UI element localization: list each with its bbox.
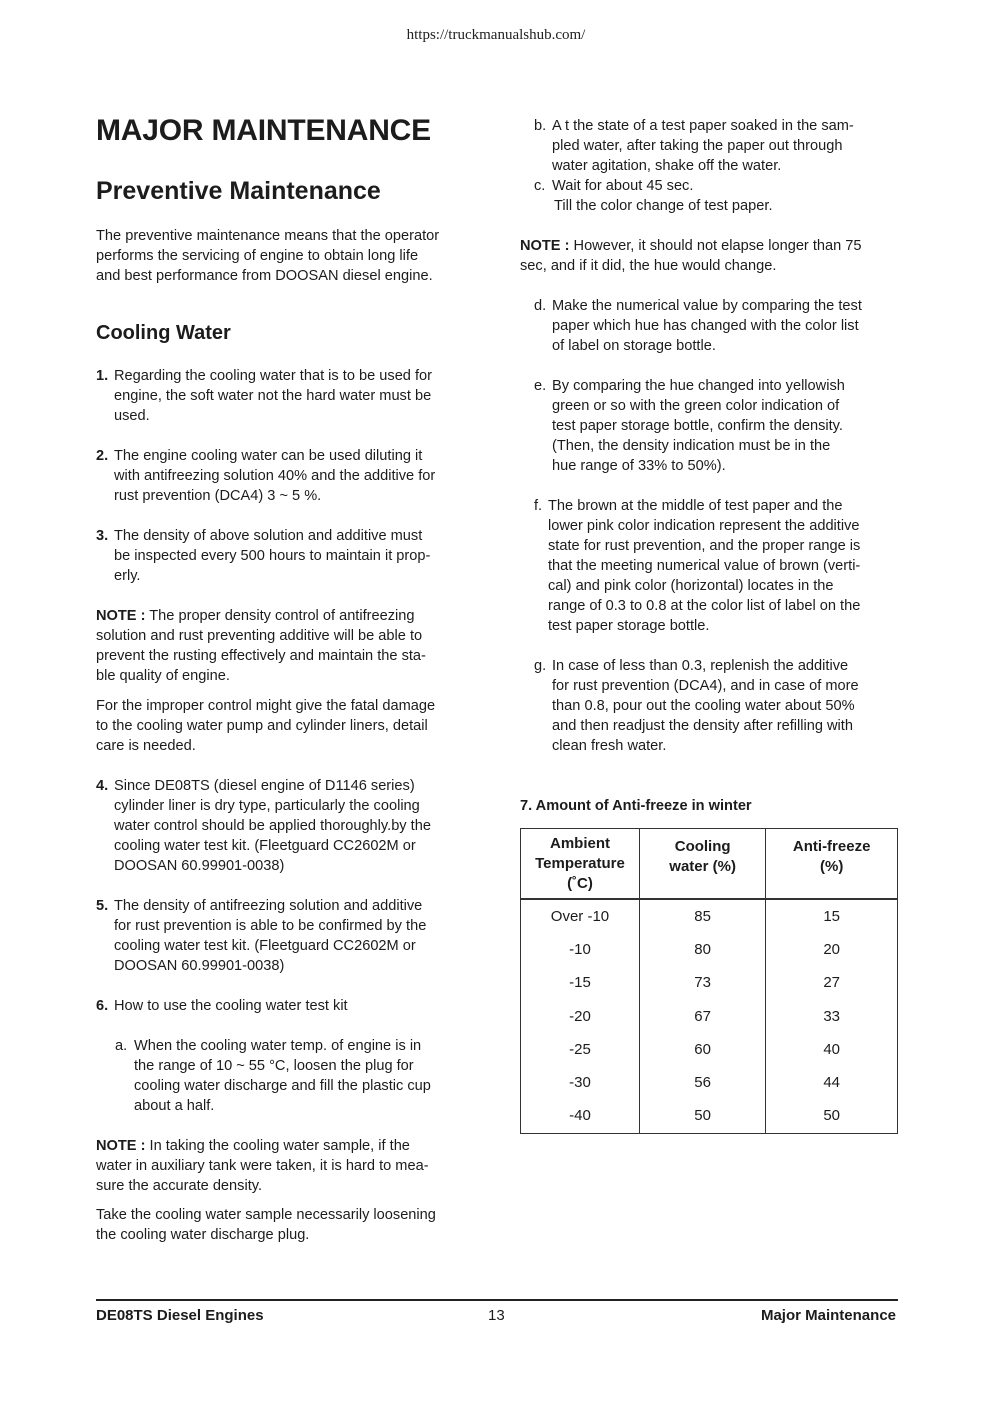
- text-line: engine, the soft water not the hard water must be: [114, 388, 432, 404]
- note-label: NOTE :: [520, 238, 570, 254]
- list-item-e: [534, 376, 900, 476]
- table-cell: -30: [521, 1066, 640, 1099]
- list-item-6: [96, 996, 476, 1016]
- table-row: [521, 966, 898, 999]
- list-item-b: [534, 116, 900, 176]
- table-row: [521, 933, 898, 966]
- table-row: [521, 1066, 898, 1099]
- table-cell: 73: [639, 966, 765, 999]
- table-cell: -20: [521, 999, 640, 1032]
- paragraph-care: [96, 696, 476, 756]
- text-line: and best performance from DOOSAN diesel engine.: [96, 268, 433, 284]
- table-cell: 33: [766, 999, 898, 1032]
- intro-paragraph: [96, 226, 439, 286]
- text-line: By comparing the hue changed into yellowish: [552, 378, 845, 394]
- table-header-ambient: [521, 829, 640, 899]
- page-title: MAJOR MAINTENANCE: [96, 114, 431, 147]
- text-line: cooling water discharge and fill the plastic cup: [134, 1078, 431, 1094]
- note-label: NOTE :: [96, 1138, 146, 1154]
- text-line: For the improper control might give the fatal damage: [96, 698, 436, 714]
- text-line: for rust prevention is able to be confirmed by the: [114, 918, 427, 934]
- list-number: 3.: [96, 528, 109, 544]
- text-line: When the cooling water temp. of engine is in: [134, 1038, 422, 1054]
- text-line: The preventive maintenance means that the operator: [96, 228, 440, 244]
- text-line: DOOSAN 60.99901-0038): [114, 858, 285, 874]
- section-title: Preventive Maintenance: [96, 177, 381, 205]
- table-cell: -25: [521, 1033, 640, 1066]
- text-line: with antifreezing solution 40% and the additive for: [114, 468, 436, 484]
- text-line: clean fresh water.: [552, 738, 667, 754]
- list-letter: a.: [115, 1038, 128, 1054]
- note-1: [96, 606, 476, 686]
- text-line: green or so with the green color indication of: [552, 398, 840, 414]
- table-cell: 15: [766, 899, 898, 933]
- list-item-c: [534, 176, 900, 216]
- text-line: cooling water test kit. (Fleetguard CC2602M or: [114, 838, 416, 854]
- table-cell: 60: [639, 1033, 765, 1066]
- list-item-f: [534, 496, 900, 636]
- subsection-title: Cooling Water: [96, 322, 231, 344]
- footer-title: DE08TS Diesel Engines: [96, 1307, 264, 1324]
- table-header-cooling: [639, 829, 765, 899]
- text-line: ble quality of engine.: [96, 668, 230, 684]
- text-line: water agitation, shake off the water.: [552, 158, 782, 174]
- header-line: Anti-freeze: [792, 838, 871, 855]
- list-item-a: [115, 1036, 476, 1116]
- table-cell: -40: [521, 1099, 640, 1133]
- text-line: The brown at the middle of test paper and the: [548, 498, 843, 514]
- text-line: used.: [114, 408, 150, 424]
- table-cell: 56: [639, 1066, 765, 1099]
- list-letter: g.: [534, 658, 547, 674]
- text-line: the cooling water discharge plug.: [96, 1227, 310, 1243]
- text-line: sure the accurate density.: [96, 1178, 263, 1194]
- text-line: (Then, the density indication must be in the: [552, 438, 831, 454]
- text-line: for rust prevention (DCA4), and in case of more: [552, 678, 859, 694]
- table-row: [521, 1033, 898, 1066]
- text-line: cooling water test kit. (Fleetguard CC2602M or: [114, 938, 416, 954]
- page-number: 13: [488, 1307, 505, 1324]
- table-cell: 20: [766, 933, 898, 966]
- table-row: [521, 999, 898, 1032]
- text-line: In case of less than 0.3, replenish the additive: [552, 658, 849, 674]
- table-cell: 27: [766, 966, 898, 999]
- text-line: However, it should not elapse longer than 75: [569, 238, 862, 254]
- header-line: Ambient: [549, 835, 610, 852]
- text-line: prevent the rusting effectively and maintain the sta-: [96, 648, 426, 664]
- text-line: Take the cooling water sample necessarily loosening: [96, 1207, 436, 1223]
- paragraph-sample: [96, 1205, 476, 1245]
- table-cell: -10: [521, 933, 640, 966]
- antifreeze-table: [520, 828, 898, 1134]
- text-line: the range of 10 ~ 55 °C, loosen the plug for: [134, 1058, 414, 1074]
- footer-section: Major Maintenance: [760, 1307, 896, 1324]
- text-line: cylinder liner is dry type, particularly the cooling: [114, 798, 420, 814]
- text-line: than 0.8, pour out the cooling water about 50%: [552, 698, 855, 714]
- text-line: sec, and if it did, the hue would change.: [520, 258, 777, 274]
- table-cell: 40: [766, 1033, 898, 1066]
- list-letter: c.: [534, 178, 546, 194]
- list-number: 1.: [96, 368, 109, 384]
- header-line: Cooling: [674, 838, 731, 855]
- note-label: NOTE :: [96, 608, 146, 624]
- list-item-2: [96, 446, 476, 506]
- list-letter: f.: [534, 498, 543, 514]
- text-line: and then readjust the density after refilling with: [552, 718, 853, 734]
- text-line: lower pink color indication represent the additive: [548, 518, 860, 534]
- text-line: hue range of 33% to 50%).: [552, 458, 726, 474]
- note-3: [520, 236, 900, 276]
- text-line: be inspected every 500 hours to maintain it prop-: [114, 548, 431, 564]
- table-cell: 67: [639, 999, 765, 1032]
- list-item-3: [96, 526, 476, 586]
- text-line: about a half.: [134, 1098, 215, 1114]
- table-cell: -15: [521, 966, 640, 999]
- list-number: 2.: [96, 448, 109, 464]
- text-line: to the cooling water pump and cylinder liners, detail: [96, 718, 428, 734]
- list-number: 4.: [96, 778, 109, 794]
- list-number: 6.: [96, 998, 109, 1014]
- list-letter: d.: [534, 298, 547, 314]
- text-line: care is needed.: [96, 738, 196, 754]
- list-letter: e.: [534, 378, 547, 394]
- source-url[interactable]: https://truckmanualshub.com/: [406, 27, 586, 43]
- list-item-g: [534, 656, 900, 756]
- list-letter: b.: [534, 118, 547, 134]
- text-line: DOOSAN 60.99901-0038): [114, 958, 285, 974]
- text-line: test paper storage bottle, confirm the density.: [552, 418, 843, 434]
- table-cell: 80: [639, 933, 765, 966]
- text-line: The density of antifreezing solution and additive: [114, 898, 423, 914]
- text-line: Since DE08TS (diesel engine of D1146 series): [114, 778, 415, 794]
- header-line: (%): [820, 858, 844, 875]
- list-item-4: [96, 776, 476, 876]
- text-line: state for rust prevention, and the proper range is: [548, 538, 861, 554]
- text-line: Till the color change of test paper.: [554, 198, 773, 214]
- note-2: [96, 1136, 476, 1196]
- table-cell: 50: [639, 1099, 765, 1133]
- text-line: Make the numerical value by comparing the test: [552, 298, 862, 314]
- table-header-antifreeze: [766, 829, 898, 899]
- table-row: [521, 899, 898, 933]
- header-line: water (%): [669, 858, 736, 875]
- list-item-d: [534, 296, 900, 356]
- footer-divider: [96, 1299, 898, 1301]
- text-line: Regarding the cooling water that is to be used for: [114, 368, 433, 384]
- list-number: 5.: [96, 898, 109, 914]
- text-line: rust prevention (DCA4) 3 ~ 5 %.: [114, 488, 322, 504]
- text-line: erly.: [114, 568, 141, 584]
- list-item-5: [96, 896, 476, 976]
- text-line: The engine cooling water can be used diluting it: [114, 448, 423, 464]
- list-item-1: [96, 366, 476, 426]
- text-line: solution and rust preventing additive will be able to: [96, 628, 423, 644]
- table-cell: 44: [766, 1066, 898, 1099]
- text-line: The density of above solution and additive must: [114, 528, 423, 544]
- text-line: performs the servicing of engine to obtain long life: [96, 248, 419, 264]
- table-title: 7. Amount of Anti-freeze in winter: [520, 798, 752, 814]
- text-line: In taking the cooling water sample, if the: [145, 1138, 410, 1154]
- header-line: (˚C): [567, 875, 593, 892]
- text-line: A t the state of a test paper soaked in the sam-: [552, 118, 854, 134]
- table-cell: 50: [766, 1099, 898, 1133]
- text-line: How to use the cooling water test kit: [114, 998, 348, 1014]
- table-row: [521, 1099, 898, 1133]
- table-cell: Over -10: [521, 899, 640, 933]
- table-cell: 85: [639, 899, 765, 933]
- text-line: Wait for about 45 sec.: [552, 178, 694, 194]
- text-line: paper which hue has changed with the color list: [552, 318, 859, 334]
- left-column: [96, 112, 476, 1243]
- text-line: water control should be applied thoroughly.by the: [114, 818, 431, 834]
- text-line: The proper density control of antifreezing: [145, 608, 415, 624]
- text-line: range of 0.3 to 0.8 at the color list of label on the: [548, 598, 861, 614]
- text-line: water in auxiliary tank were taken, it is hard to mea-: [96, 1158, 429, 1174]
- table-header-row: [521, 829, 898, 899]
- text-line: cal) and pink color (horizontal) locates in the: [548, 578, 834, 594]
- text-line: pled water, after taking the paper out through: [552, 138, 843, 154]
- text-line: of label on storage bottle.: [552, 338, 716, 354]
- text-line: test paper storage bottle.: [548, 618, 710, 634]
- text-line: that the meeting numerical value of brown (verti-: [548, 558, 861, 574]
- header-line: Temperature: [535, 855, 625, 872]
